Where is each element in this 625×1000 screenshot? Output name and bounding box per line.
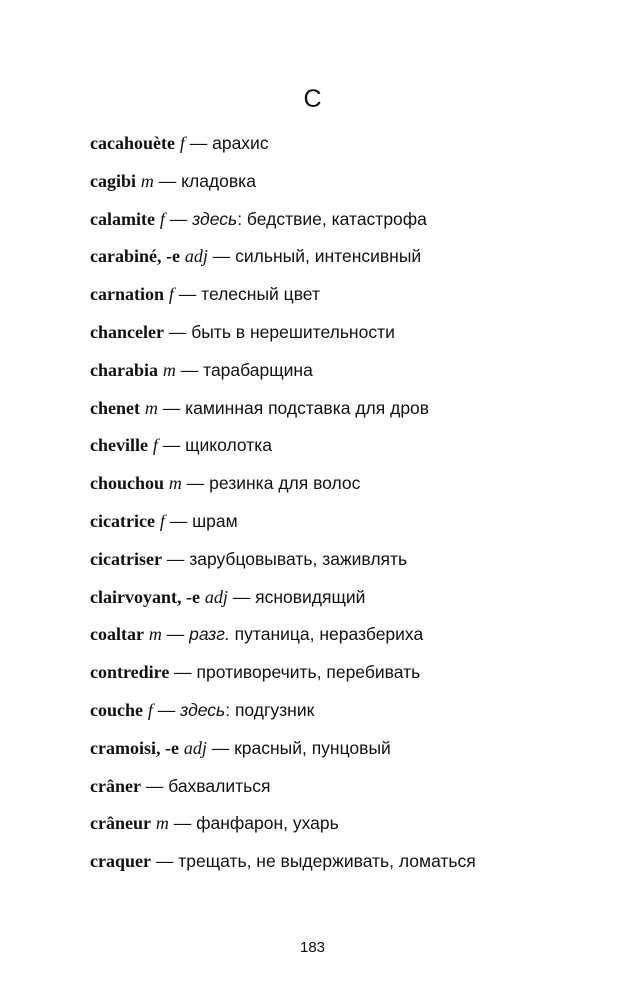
- headword: charabia: [90, 359, 159, 380]
- definition: фанфарон, ухарь: [196, 813, 339, 834]
- em-dash-separator: —: [140, 775, 169, 796]
- em-dash-separator: —: [207, 246, 236, 267]
- glossary-entry: [90, 317, 600, 355]
- glossary-entry: [90, 808, 600, 846]
- headword: crâner: [90, 775, 141, 796]
- glossary-entry: [90, 279, 600, 317]
- em-dash-separator: —: [161, 624, 190, 645]
- definition: : подгузник: [225, 699, 315, 720]
- grammar-label: m: [168, 473, 182, 494]
- headword: contredire: [90, 662, 170, 683]
- grammar-label: f: [179, 133, 185, 153]
- headword: couche: [90, 699, 143, 720]
- definition: быть в нерешительности: [191, 321, 395, 342]
- headword: coaltar: [90, 624, 144, 645]
- definition: красный, пунцовый: [234, 737, 391, 758]
- grammar-label: adj: [204, 586, 228, 607]
- grammar-label: adj: [183, 737, 207, 758]
- em-dash-separator: —: [150, 851, 179, 872]
- definition: ясновидящий: [255, 586, 366, 607]
- em-dash-separator: —: [161, 548, 190, 569]
- headword: cheville: [90, 435, 148, 456]
- em-dash-separator: —: [175, 359, 204, 380]
- headword: cicatriser: [90, 548, 162, 569]
- definition: трещать, не выдерживать, ломаться: [178, 851, 476, 872]
- grammar-label: f: [159, 208, 165, 229]
- grammar-label: m: [144, 397, 158, 418]
- headword: calamite: [90, 208, 155, 229]
- em-dash-separator: —: [157, 435, 186, 456]
- em-dash-separator: —: [164, 510, 193, 531]
- usage-note: здесь: [180, 699, 226, 720]
- glossary-list: [90, 128, 600, 884]
- grammar-label: m: [155, 813, 169, 834]
- glossary-entry: [90, 771, 600, 809]
- em-dash-separator: —: [163, 321, 192, 342]
- usage-note: здесь: [192, 208, 238, 229]
- definition: сильный, интенсивный: [235, 246, 422, 267]
- headword: cagibi: [90, 170, 137, 191]
- definition: бахвалиться: [168, 775, 271, 796]
- headword: chanceler: [90, 321, 164, 342]
- definition: зарубцовывать, заживлять: [189, 548, 408, 569]
- em-dash-separator: —: [206, 737, 235, 758]
- headword: clairvoyant, -e: [90, 586, 200, 607]
- grammar-label: f: [168, 284, 174, 305]
- headword: craquer: [90, 851, 151, 872]
- definition: щиколотка: [185, 435, 273, 456]
- headword: cicatrice: [90, 510, 155, 531]
- glossary-entry: [90, 506, 600, 544]
- glossary-entry: [90, 128, 600, 166]
- em-dash-separator: —: [153, 170, 182, 191]
- grammar-label: adj: [184, 246, 208, 267]
- definition: телесный цвет: [201, 284, 320, 305]
- definition: тарабарщина: [203, 359, 313, 380]
- headword: chenet: [90, 397, 140, 418]
- em-dash-separator: —: [227, 586, 256, 607]
- glossary-entry: [90, 468, 600, 506]
- em-dash-separator: —: [184, 133, 213, 153]
- glossary-entry: [90, 619, 600, 657]
- grammar-label: f: [152, 435, 158, 456]
- definition: противоречить, перебивать: [196, 662, 421, 683]
- glossary-entry: [90, 241, 600, 279]
- glossary-entry: [90, 846, 600, 884]
- glossary-entry: [90, 166, 600, 204]
- grammar-label: m: [148, 624, 162, 645]
- definition: кладовка: [181, 170, 256, 191]
- em-dash-separator: —: [169, 662, 197, 683]
- headword: chouchou: [90, 473, 165, 494]
- definition: арахис: [212, 133, 269, 153]
- glossary-entry: [90, 733, 600, 771]
- em-dash-separator: —: [152, 699, 181, 720]
- page-number: 183: [299, 939, 326, 956]
- definition: каминная подставка для дров: [185, 397, 430, 418]
- section-letter: C: [303, 85, 322, 113]
- glossary-entry: [90, 695, 600, 733]
- em-dash-separator: —: [173, 284, 202, 305]
- glossary-entry: [90, 430, 600, 468]
- grammar-label: m: [140, 170, 154, 191]
- headword: cramoisi, -e: [90, 737, 179, 758]
- headword: crâneur: [90, 813, 151, 834]
- headword: cacahouète: [90, 133, 175, 153]
- glossary-entry: [90, 544, 600, 582]
- definition: : бедствие, катастрофа: [237, 208, 427, 229]
- em-dash-separator: —: [164, 208, 193, 229]
- em-dash-separator: —: [157, 397, 186, 418]
- grammar-label: m: [162, 359, 176, 380]
- glossary-entry: [90, 393, 600, 431]
- em-dash-separator: —: [181, 473, 210, 494]
- usage-note: разг.: [189, 624, 230, 645]
- em-dash-separator: —: [168, 813, 197, 834]
- headword: carabiné, -e: [90, 246, 180, 267]
- glossary-entry: [90, 657, 600, 695]
- definition: шрам: [192, 510, 238, 531]
- definition: путаница, неразбериха: [229, 624, 424, 645]
- glossary-entry: [90, 582, 600, 620]
- definition: резинка для волос: [209, 473, 361, 494]
- glossary-entry: [90, 355, 600, 393]
- grammar-label: f: [159, 510, 165, 531]
- grammar-label: f: [147, 699, 153, 720]
- glossary-entry: [90, 204, 600, 242]
- headword: carnation: [90, 284, 164, 305]
